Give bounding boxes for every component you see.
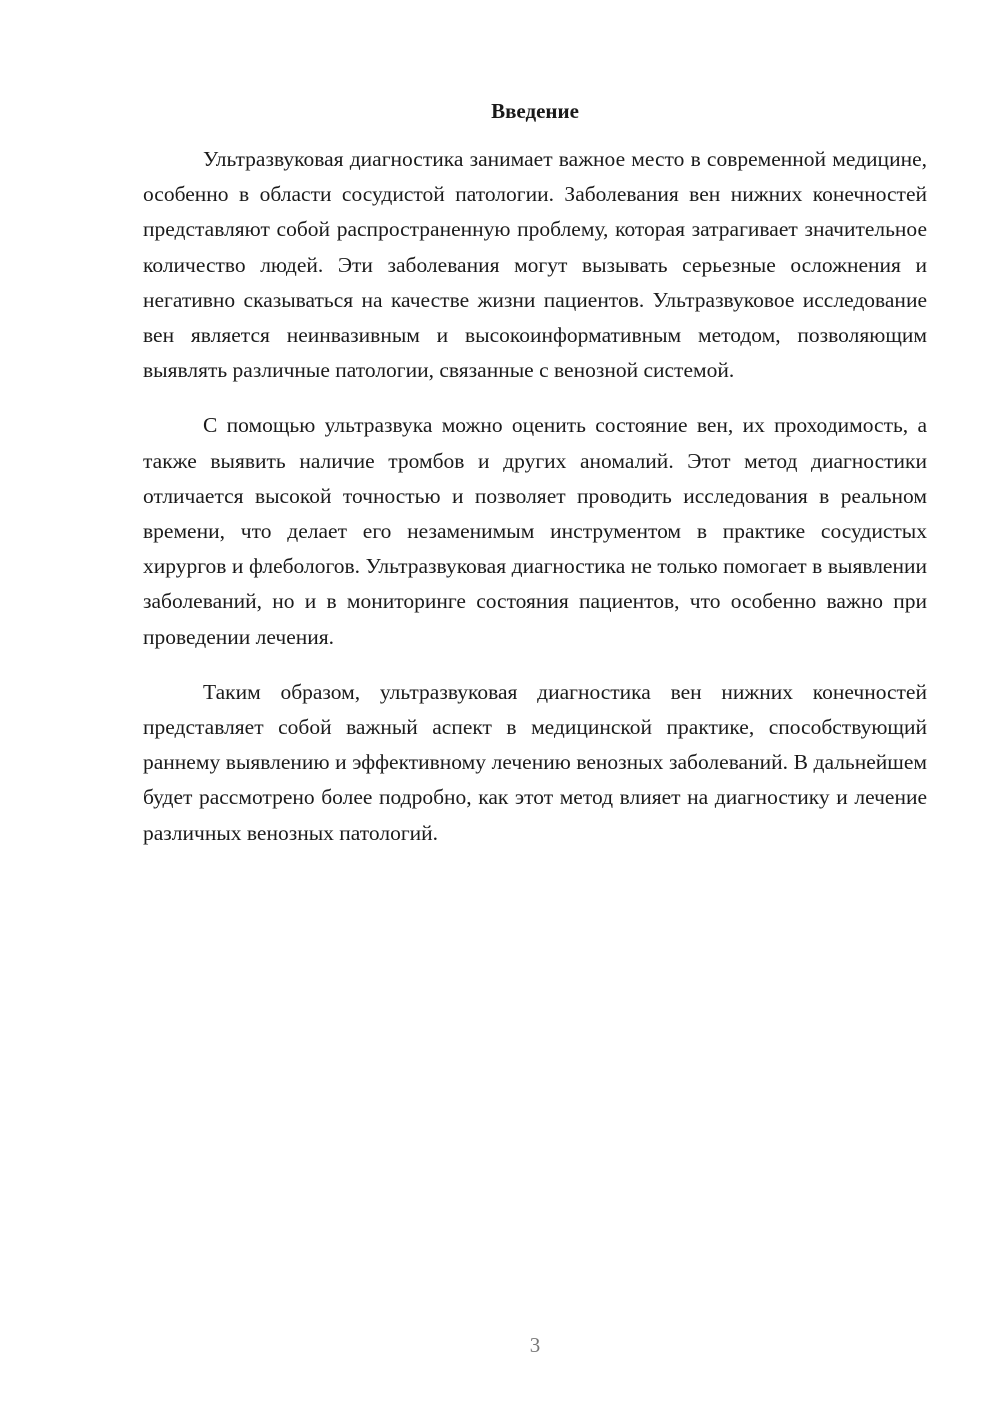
body-text [143, 142, 927, 871]
paragraph-1: Ультразвуковая диагностика занимает важное место в современной медицине, особенно в области сосудистой патологии. Заболевания вен нижних конечностей представляют собой распространенную проблему, которая затрагивает значительное количество людей. Эти заболевания могут вызывать серьезные осложнения и негативно сказываться на качестве жизни пациентов. Ультразвуковое исследование вен является неинвазивным и высокоинформативным методом, позволяющим выявлять различные патологии, связанные с венозной системой. [143, 147, 927, 383]
paragraph-3: Таким образом, ультразвуковая диагностика вен нижних конечностей представляет собой важный аспект в медицинской практике, способствующий раннему выявлению и эффективному лечению венозных заболеваний. В дальнейшем будет рассмотрено более подробно, как этот метод влияет на диагностику и лечение различных венозных патологий. [143, 679, 927, 845]
page-number: 3 [529, 1333, 541, 1357]
paragraph-2: С помощью ультразвука можно оценить состояние вен, их проходимость, а также выявить наличие тромбов и других аномалий. Этот метод диагностики отличается высокой точностью и позволяет проводить исследования в реальном времени, что делает его незаменимым инструментом в практике сосудистых хирургов и флебологов. Ультразвуковая диагностика не только помогает в выявлении заболеваний, но и в мониторинге состояния пациентов, что особенно важно при проведении лечения. [143, 413, 927, 649]
section-heading: Введение [491, 99, 579, 123]
